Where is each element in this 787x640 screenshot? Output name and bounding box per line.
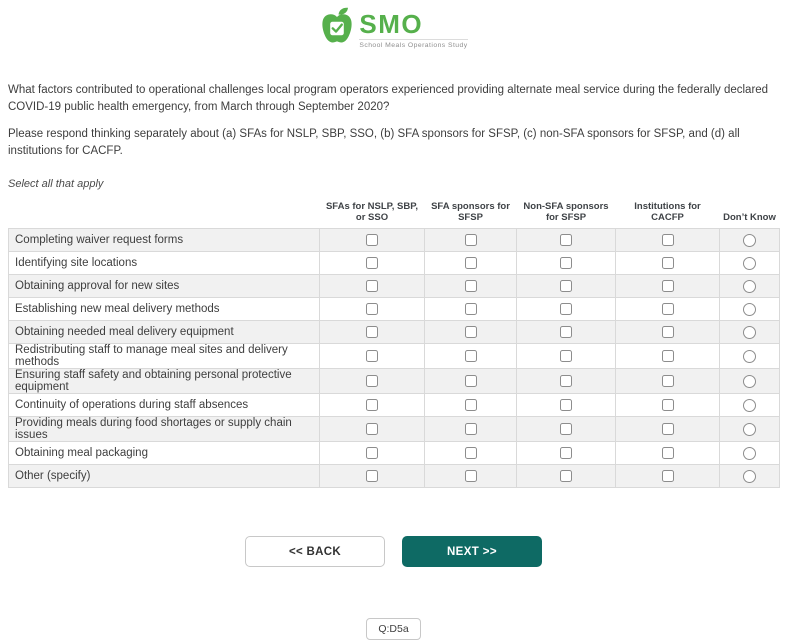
next-button[interactable]: NEXT >>: [402, 536, 542, 567]
checkbox[interactable]: [366, 303, 378, 315]
row-label: Other (specify): [9, 465, 320, 488]
checkbox[interactable]: [366, 326, 378, 338]
row-label-column-header: [9, 195, 320, 229]
checkbox[interactable]: [560, 350, 572, 362]
checkbox[interactable]: [366, 257, 378, 269]
table-row: [9, 442, 780, 465]
checkbox[interactable]: [366, 447, 378, 459]
table-row: [9, 275, 780, 298]
grid-body: [9, 229, 780, 488]
question-subtext: Please respond thinking separately about (a) SFAs for NSLP, SBP, SSO, (b) SFA sponsors for SFSP, (c) non-SFA sponsors for SFSP, and (d) all institutions for CACFP.: [8, 128, 740, 157]
back-button[interactable]: << BACK: [245, 536, 385, 567]
radio-dont-know[interactable]: [743, 257, 756, 270]
navigation-buttons: [8, 536, 779, 567]
grid-header-row: [9, 195, 780, 229]
checkbox[interactable]: [465, 257, 477, 269]
checkbox[interactable]: [366, 423, 378, 435]
table-row: [9, 321, 780, 344]
logo-acronym: SMO: [359, 9, 424, 39]
apple-check-icon: [319, 6, 355, 51]
smo-logo: [0, 0, 787, 51]
checkbox[interactable]: [465, 375, 477, 387]
row-label: Identifying site locations: [9, 252, 320, 275]
checkbox[interactable]: [465, 399, 477, 411]
checkbox[interactable]: [465, 326, 477, 338]
checkbox[interactable]: [560, 423, 572, 435]
checkbox[interactable]: [560, 375, 572, 387]
checkbox[interactable]: [560, 447, 572, 459]
select-all-instruction: Select all that apply: [8, 178, 104, 190]
checkbox[interactable]: [465, 303, 477, 315]
checkbox[interactable]: [560, 257, 572, 269]
radio-dont-know[interactable]: [743, 350, 756, 363]
table-row: [9, 369, 780, 394]
checkbox[interactable]: [465, 350, 477, 362]
checkbox[interactable]: [662, 280, 674, 292]
column-header: Don’t Know: [723, 212, 776, 223]
table-row: [9, 394, 780, 417]
row-label: Providing meals during food shortages or supply chain issues: [9, 417, 320, 442]
question-block: [8, 82, 779, 159]
row-label: Redistributing staff to manage meal sites and delivery methods: [9, 344, 320, 369]
column-header: Institutions for CACFP: [634, 201, 701, 223]
checkbox[interactable]: [662, 423, 674, 435]
checkbox[interactable]: [662, 399, 674, 411]
checkbox[interactable]: [560, 326, 572, 338]
checkbox[interactable]: [560, 470, 572, 482]
checkbox[interactable]: [662, 447, 674, 459]
response-grid: [8, 195, 780, 488]
logo-subtitle: School Meals Operations Study: [359, 39, 467, 49]
checkbox[interactable]: [662, 326, 674, 338]
checkbox[interactable]: [662, 375, 674, 387]
radio-dont-know[interactable]: [743, 375, 756, 388]
checkbox[interactable]: [465, 234, 477, 246]
table-row: [9, 252, 780, 275]
radio-dont-know[interactable]: [743, 470, 756, 483]
column-header: SFA sponsors for SFSP: [431, 201, 510, 223]
checkbox[interactable]: [366, 350, 378, 362]
checkbox[interactable]: [366, 470, 378, 482]
row-label: Obtaining approval for new sites: [9, 275, 320, 298]
checkbox[interactable]: [465, 447, 477, 459]
radio-dont-know[interactable]: [743, 399, 756, 412]
column-header: Non-SFA sponsors for SFSP: [523, 201, 609, 223]
radio-dont-know[interactable]: [743, 423, 756, 436]
row-label: Establishing new meal delivery methods: [9, 298, 320, 321]
checkbox[interactable]: [366, 399, 378, 411]
checkbox[interactable]: [662, 257, 674, 269]
table-row: [9, 417, 780, 442]
checkbox[interactable]: [560, 280, 572, 292]
row-label: Obtaining needed meal delivery equipment: [9, 321, 320, 344]
checkbox[interactable]: [366, 234, 378, 246]
checkbox[interactable]: [662, 234, 674, 246]
checkbox[interactable]: [465, 280, 477, 292]
checkbox[interactable]: [465, 423, 477, 435]
checkbox[interactable]: [662, 470, 674, 482]
table-row: [9, 344, 780, 369]
row-label: Continuity of operations during staff absences: [9, 394, 320, 417]
checkbox[interactable]: [662, 303, 674, 315]
radio-dont-know[interactable]: [743, 234, 756, 247]
radio-dont-know[interactable]: [743, 303, 756, 316]
question-text: What factors contributed to operational challenges local program operators experienced providing alternate meal service during the federally declared COVID-19 public health emergency, from March through September 2020?: [8, 84, 769, 113]
table-row: [9, 229, 780, 252]
row-label: Completing waiver request forms: [9, 229, 320, 252]
question-id-badge: Q:D5a: [366, 618, 420, 640]
checkbox[interactable]: [662, 350, 674, 362]
checkbox[interactable]: [560, 303, 572, 315]
footer: [8, 618, 779, 640]
checkbox[interactable]: [560, 399, 572, 411]
checkbox[interactable]: [366, 375, 378, 387]
radio-dont-know[interactable]: [743, 280, 756, 293]
row-label: Ensuring staff safety and obtaining personal protective equipment: [9, 369, 320, 394]
row-label: Obtaining meal packaging: [9, 442, 320, 465]
table-row: [9, 298, 780, 321]
radio-dont-know[interactable]: [743, 326, 756, 339]
table-row: [9, 465, 780, 488]
checkbox[interactable]: [366, 280, 378, 292]
checkbox[interactable]: [560, 234, 572, 246]
checkbox[interactable]: [465, 470, 477, 482]
column-header: SFAs for NSLP, SBP, or SSO: [325, 201, 419, 223]
radio-dont-know[interactable]: [743, 447, 756, 460]
